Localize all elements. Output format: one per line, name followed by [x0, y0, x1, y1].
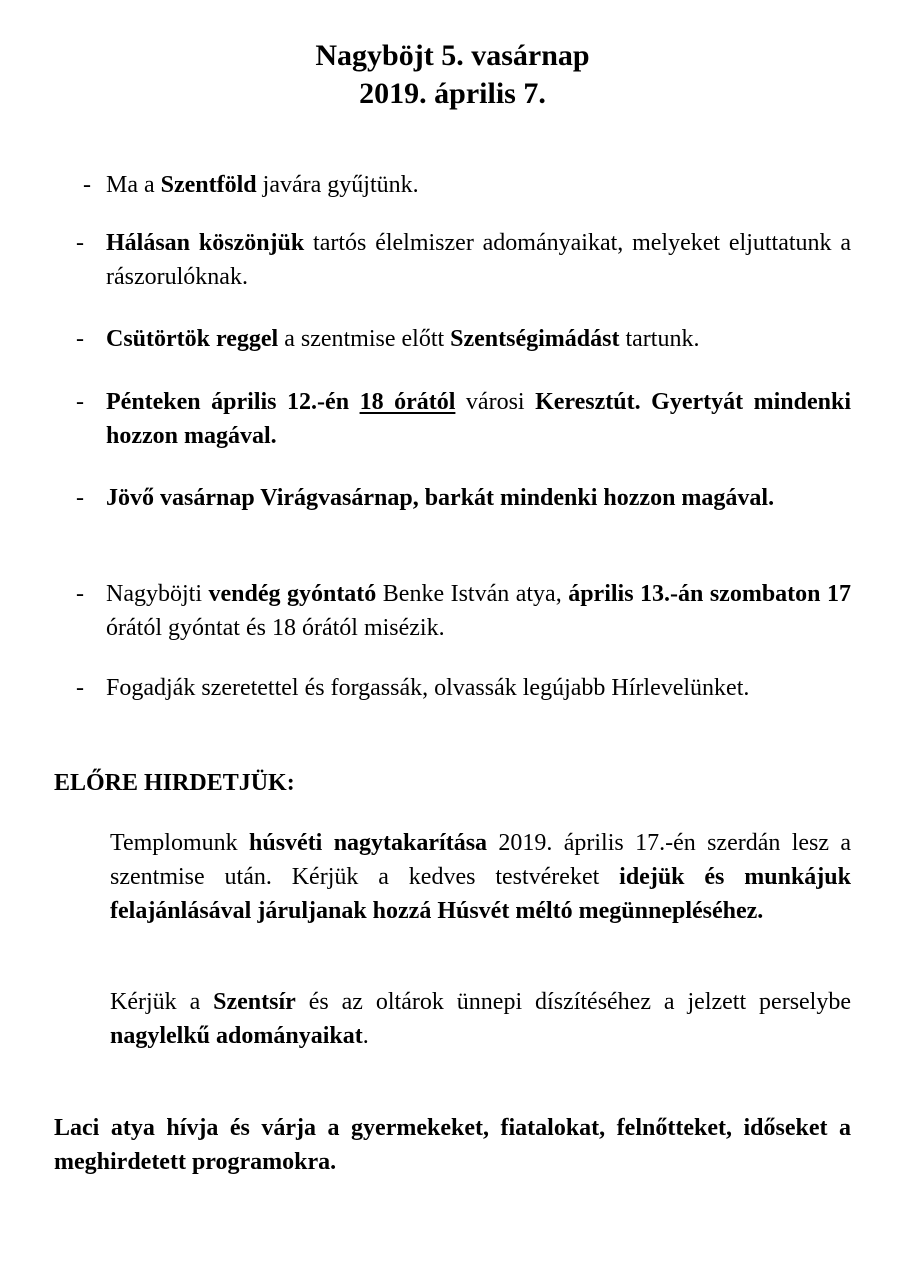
announcement-item	[106, 385, 851, 453]
announcement-item	[106, 226, 851, 294]
bullet-dash: -	[76, 326, 84, 352]
text-run: Fogadják szeretettel és forgassák, olvassák legújabb Hírlevelünket.	[106, 675, 750, 701]
bold-text: Hálásan köszönjük	[106, 230, 305, 256]
bullet-dash: -	[76, 230, 84, 256]
text-run: Templomunk	[110, 830, 249, 856]
text-run: Nagyböjti	[106, 581, 209, 607]
text-run: Ma a	[106, 172, 161, 198]
bold-text: nagylelkű adományaikat	[110, 1023, 363, 1049]
bold-text: Keresztút. Gyertyát mindenki hozzon magával.	[106, 389, 851, 449]
text-run: órától gyóntat és 18 órától misézik.	[106, 615, 445, 641]
announcement-item	[106, 481, 851, 515]
bold-text: Pénteken április 12.-én	[106, 389, 360, 415]
bullet-dash: -	[76, 389, 84, 415]
text-run: .	[362, 1023, 369, 1049]
text-run: javára gyűjtünk.	[256, 172, 419, 198]
text-run: Benke István atya,	[376, 581, 569, 607]
advance-paragraph	[110, 985, 851, 1053]
text-run: 2019. április 17.-én szerdán lesz a szentmise után. Kérjük a kedves testvéreket	[110, 830, 852, 890]
text-run: tartunk.	[619, 326, 700, 352]
announcement-item	[106, 577, 851, 645]
bullet-dash: -	[76, 485, 84, 511]
announcement-item	[106, 168, 851, 202]
announcement-item	[106, 671, 851, 705]
bold-text: Laci atya hívja és várja a gyermekeket, fiatalokat, felnőtteket, időseket a meghirdetett programokra.	[54, 1115, 851, 1175]
bold-text: Jövő vasárnap Virágvasárnap, barkát mindenki hozzon magával.	[106, 485, 775, 511]
text-run: és az oltárok ünnepi díszítéséhez a jelzett perselybe	[295, 989, 852, 1015]
text-run: tartós élelmiszer adományaikat, melyeket eljuttatunk a rászorulóknak.	[106, 230, 851, 290]
bold-text: Csütörtök reggel	[106, 326, 279, 352]
bold-text: Szentségimádást	[450, 326, 620, 352]
text-run: városi	[455, 389, 536, 415]
bold-text: Szentsír	[213, 989, 296, 1015]
advance-paragraph	[110, 826, 851, 928]
bullet-dash: -	[83, 172, 91, 198]
bullet-dash: -	[76, 675, 84, 701]
bold-text: húsvéti nagytakarítása	[249, 830, 488, 856]
bullet-dash: -	[76, 581, 84, 607]
announcement-item	[106, 322, 851, 356]
section-heading: ELŐRE HIRDETJÜK:	[54, 770, 295, 796]
underlined-text: 18 órától	[359, 389, 456, 415]
text-run: a szentmise előtt	[278, 326, 451, 352]
page-title: Nagyböjt 5. vasárnap	[315, 39, 590, 72]
text-run: Kérjük a	[110, 989, 214, 1015]
bold-text: idejük és munkájuk felajánlásával járuljanak hozzá Húsvét méltó megünnepléséhez.	[110, 864, 851, 924]
bold-text: Szentföld	[160, 172, 257, 198]
bold-text: vendég gyóntató	[208, 581, 377, 607]
closing-paragraph	[54, 1111, 851, 1179]
page-date: 2019. április 7.	[359, 77, 546, 110]
bold-text: április 13.-án szombaton 17	[568, 581, 851, 607]
